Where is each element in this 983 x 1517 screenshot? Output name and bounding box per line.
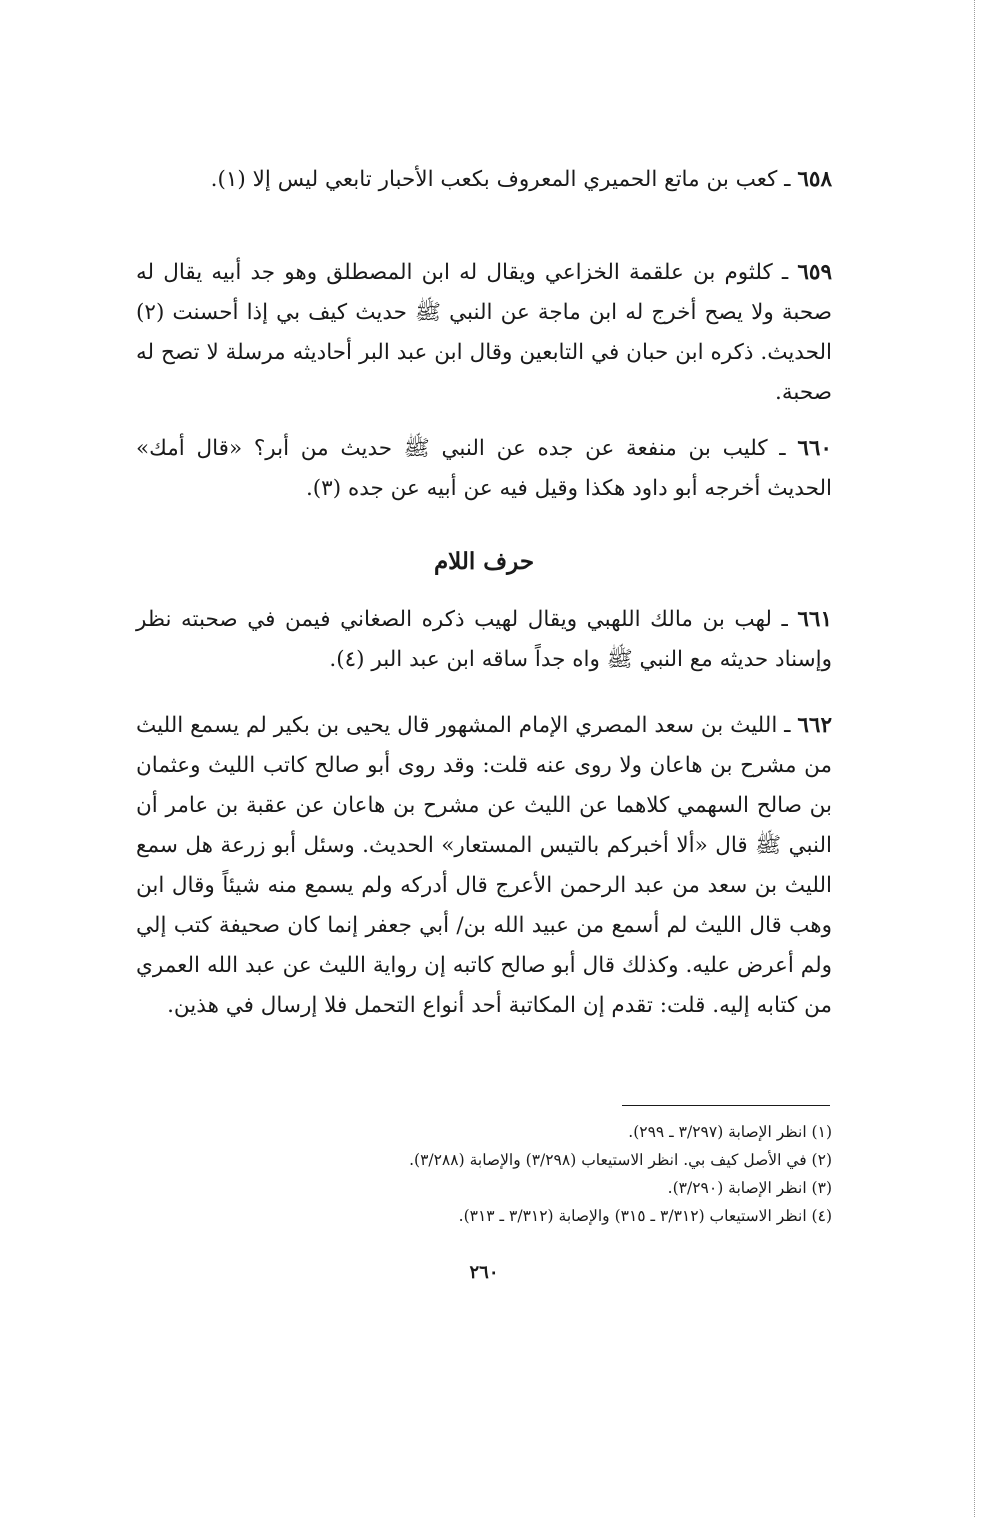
- entry-661: [136, 600, 832, 680]
- entry-number: ٦٦١: [797, 607, 833, 632]
- footnote-2: (٢) في الأصل كيف بي. انظر الاستيعاب (٣/٢٩٨) والإصابة (٣/٢٨٨).: [409, 1151, 832, 1169]
- entry-659: [136, 253, 832, 413]
- entry-text: ـ لهب بن مالك اللهبي ويقال لهيب ذكره الصغاني فيمن في صحبته نظر وإسناد حديثه مع النبي ﷺ واه جداً ساقه ابن عبد البر (٤).: [136, 607, 832, 672]
- footnote-divider: [622, 1105, 830, 1106]
- entry-number: ٦٥٨: [797, 167, 832, 192]
- entry-number: ٦٦٢: [797, 713, 832, 738]
- page-number: ٢٦٠: [469, 1262, 499, 1283]
- entry-658: [136, 160, 832, 200]
- entry-text: ـ كليب بن منفعة عن جده عن النبي ﷺ حديث من أبر؟ «قال أمك» الحديث أخرجه أبو داود هكذا وقيل فيه عن أبيه عن جده (٣).: [136, 436, 832, 501]
- footnote-1: (١) انظر الإصابة (٣/٢٩٧ ـ ٢٩٩).: [628, 1123, 832, 1141]
- entry-number: ٦٥٩: [797, 260, 832, 285]
- footnote-3: (٣) انظر الإصابة (٣/٢٩٠).: [667, 1179, 832, 1197]
- footnotes: [136, 1118, 832, 1230]
- entry-text: ـ كعب بن ماتع الحميري المعروف بكعب الأحبار تابعي ليس إلا (١).: [210, 167, 791, 192]
- footnote-4: (٤) انظر الاستيعاب (٣/٣١٢ ـ ٣١٥) والإصابة (٣/٣١٢ ـ ٣١٣).: [458, 1207, 832, 1225]
- entry-text: ـ كلثوم بن علقمة الخزاعي ويقال له ابن المصطلق وهو جد أبيه يقال له صحبة ولا يصح أخرج له ابن ماجة عن النبي ﷺ حديث كيف بي إذا أحسنت (٢) الحديث. ذكره ابن حبان في التابعين وقال ابن عبد البر أحاديثه مرسلة لا تصح له صحبة.: [136, 260, 832, 405]
- entry-number: ٦٦٠: [797, 436, 832, 461]
- section-heading: حرف اللام: [433, 548, 535, 575]
- scan-edge-line: [974, 0, 975, 1517]
- entry-662: [136, 706, 832, 1026]
- entry-text: ـ الليث بن سعد المصري الإمام المشهور قال يحيى بن بكير لم يسمع الليث من مشرح بن هاعان ولا روى عنه قلت: وقد روى أبو صالح كاتب الليث وعثمان بن صالح السهمي كلاهما عن الليث عن مشرح بن هاعان عن عقبة بن عامر أن النبي ﷺ قال «ألا أخبركم بالتيس المستعار» الحديث. وسئل أبو زرعة هل سمع الليث بن سعد من عبد الرحمن الأعرج قال أدركه ولم يسمع منه شيئاً وقال ابن وهب قال الليث لم أسمع من عبيد الله بن/ أبي جعفر إنما كان صحيفة كتب إلي ولم أعرض عليه. وكذلك قال أبو صالح كاتبه إن رواية الليث عن عبد الله العمري من كتابه إليه. قلت: تقدم إن المكاتبة أحد أنواع التحمل فلا إرسال في هذين.: [136, 713, 832, 1018]
- entry-660: [136, 429, 832, 509]
